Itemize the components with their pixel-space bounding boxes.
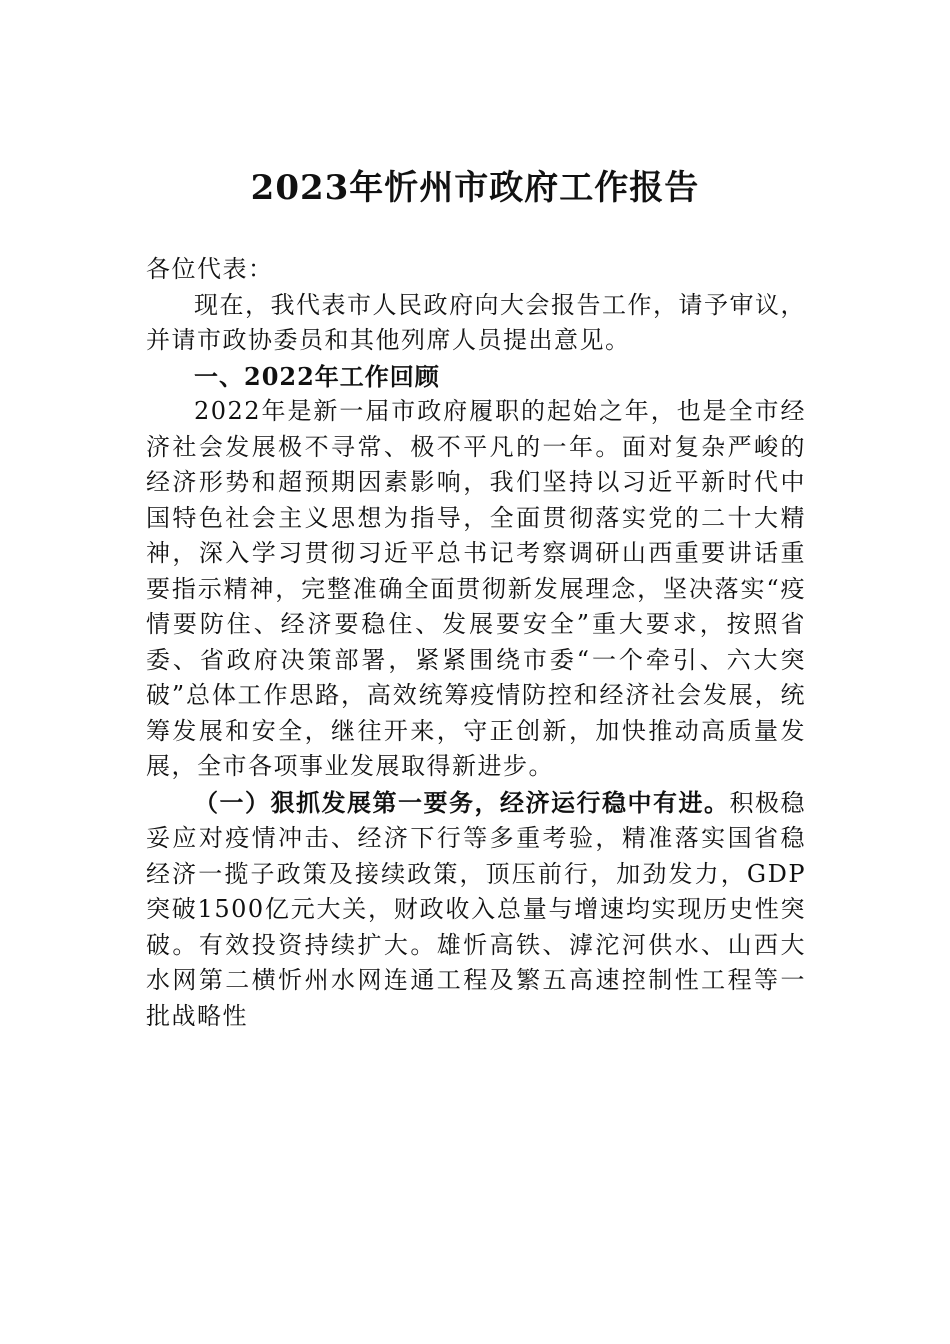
subsection-text: 积极稳妥应对疫情冲击、经济下行等多重考验，精准落实国省稳经济一揽子政策及接续政策，顶压前行，加劲发力，GDP突破1500亿元大关，财政收入总量与增速均实现历史性突破。有效投资持续扩大。雄忻高铁、滹沱河供水、山西大水网第二横忻州水网连通工程及繁五高速控制性工程等一批战略性 bbox=[146, 788, 806, 1030]
document-title: 2023年忻州市政府工作报告 bbox=[250, 168, 700, 208]
section-heading: 一、2022年工作回顾 bbox=[194, 361, 440, 391]
subsection-paragraph bbox=[146, 785, 806, 1035]
subsection-lead: （一）狠抓发展第一要务，经济运行稳中有进。 bbox=[194, 787, 730, 817]
salutation: 各位代表： bbox=[146, 255, 274, 283]
intro-paragraph: 现在，我代表市人民政府向大会报告工作，请予审议，并请市政协委员和其他列席人员提出意见。 bbox=[146, 290, 806, 354]
review-paragraph: 2022年是新一届市政府履职的起始之年，也是全市经济社会发展极不寻常、极不平凡的一年。面对复杂严峻的经济形势和超预期因素影响，我们坚持以习近平新时代中国特色社会主义思想为指导，全面贯彻落实党的二十大精神，深入学习贯彻习近平总书记考察调研山西重要讲话重要指示精神，完整准确全面贯彻新发展理念，坚决落实“疫情要防住、经济要稳住、发展要安全”重大要求，按照省委、省政府决策部署，紧紧围绕市委“一个牵引、六大突破”总体工作思路，高效统筹疫情防控和经济社会发展，统筹发展和安全，继往开来，守正创新，加快推动高质量发展，全市各项事业发展取得新进步。 bbox=[146, 397, 806, 780]
document-body bbox=[146, 252, 806, 1034]
